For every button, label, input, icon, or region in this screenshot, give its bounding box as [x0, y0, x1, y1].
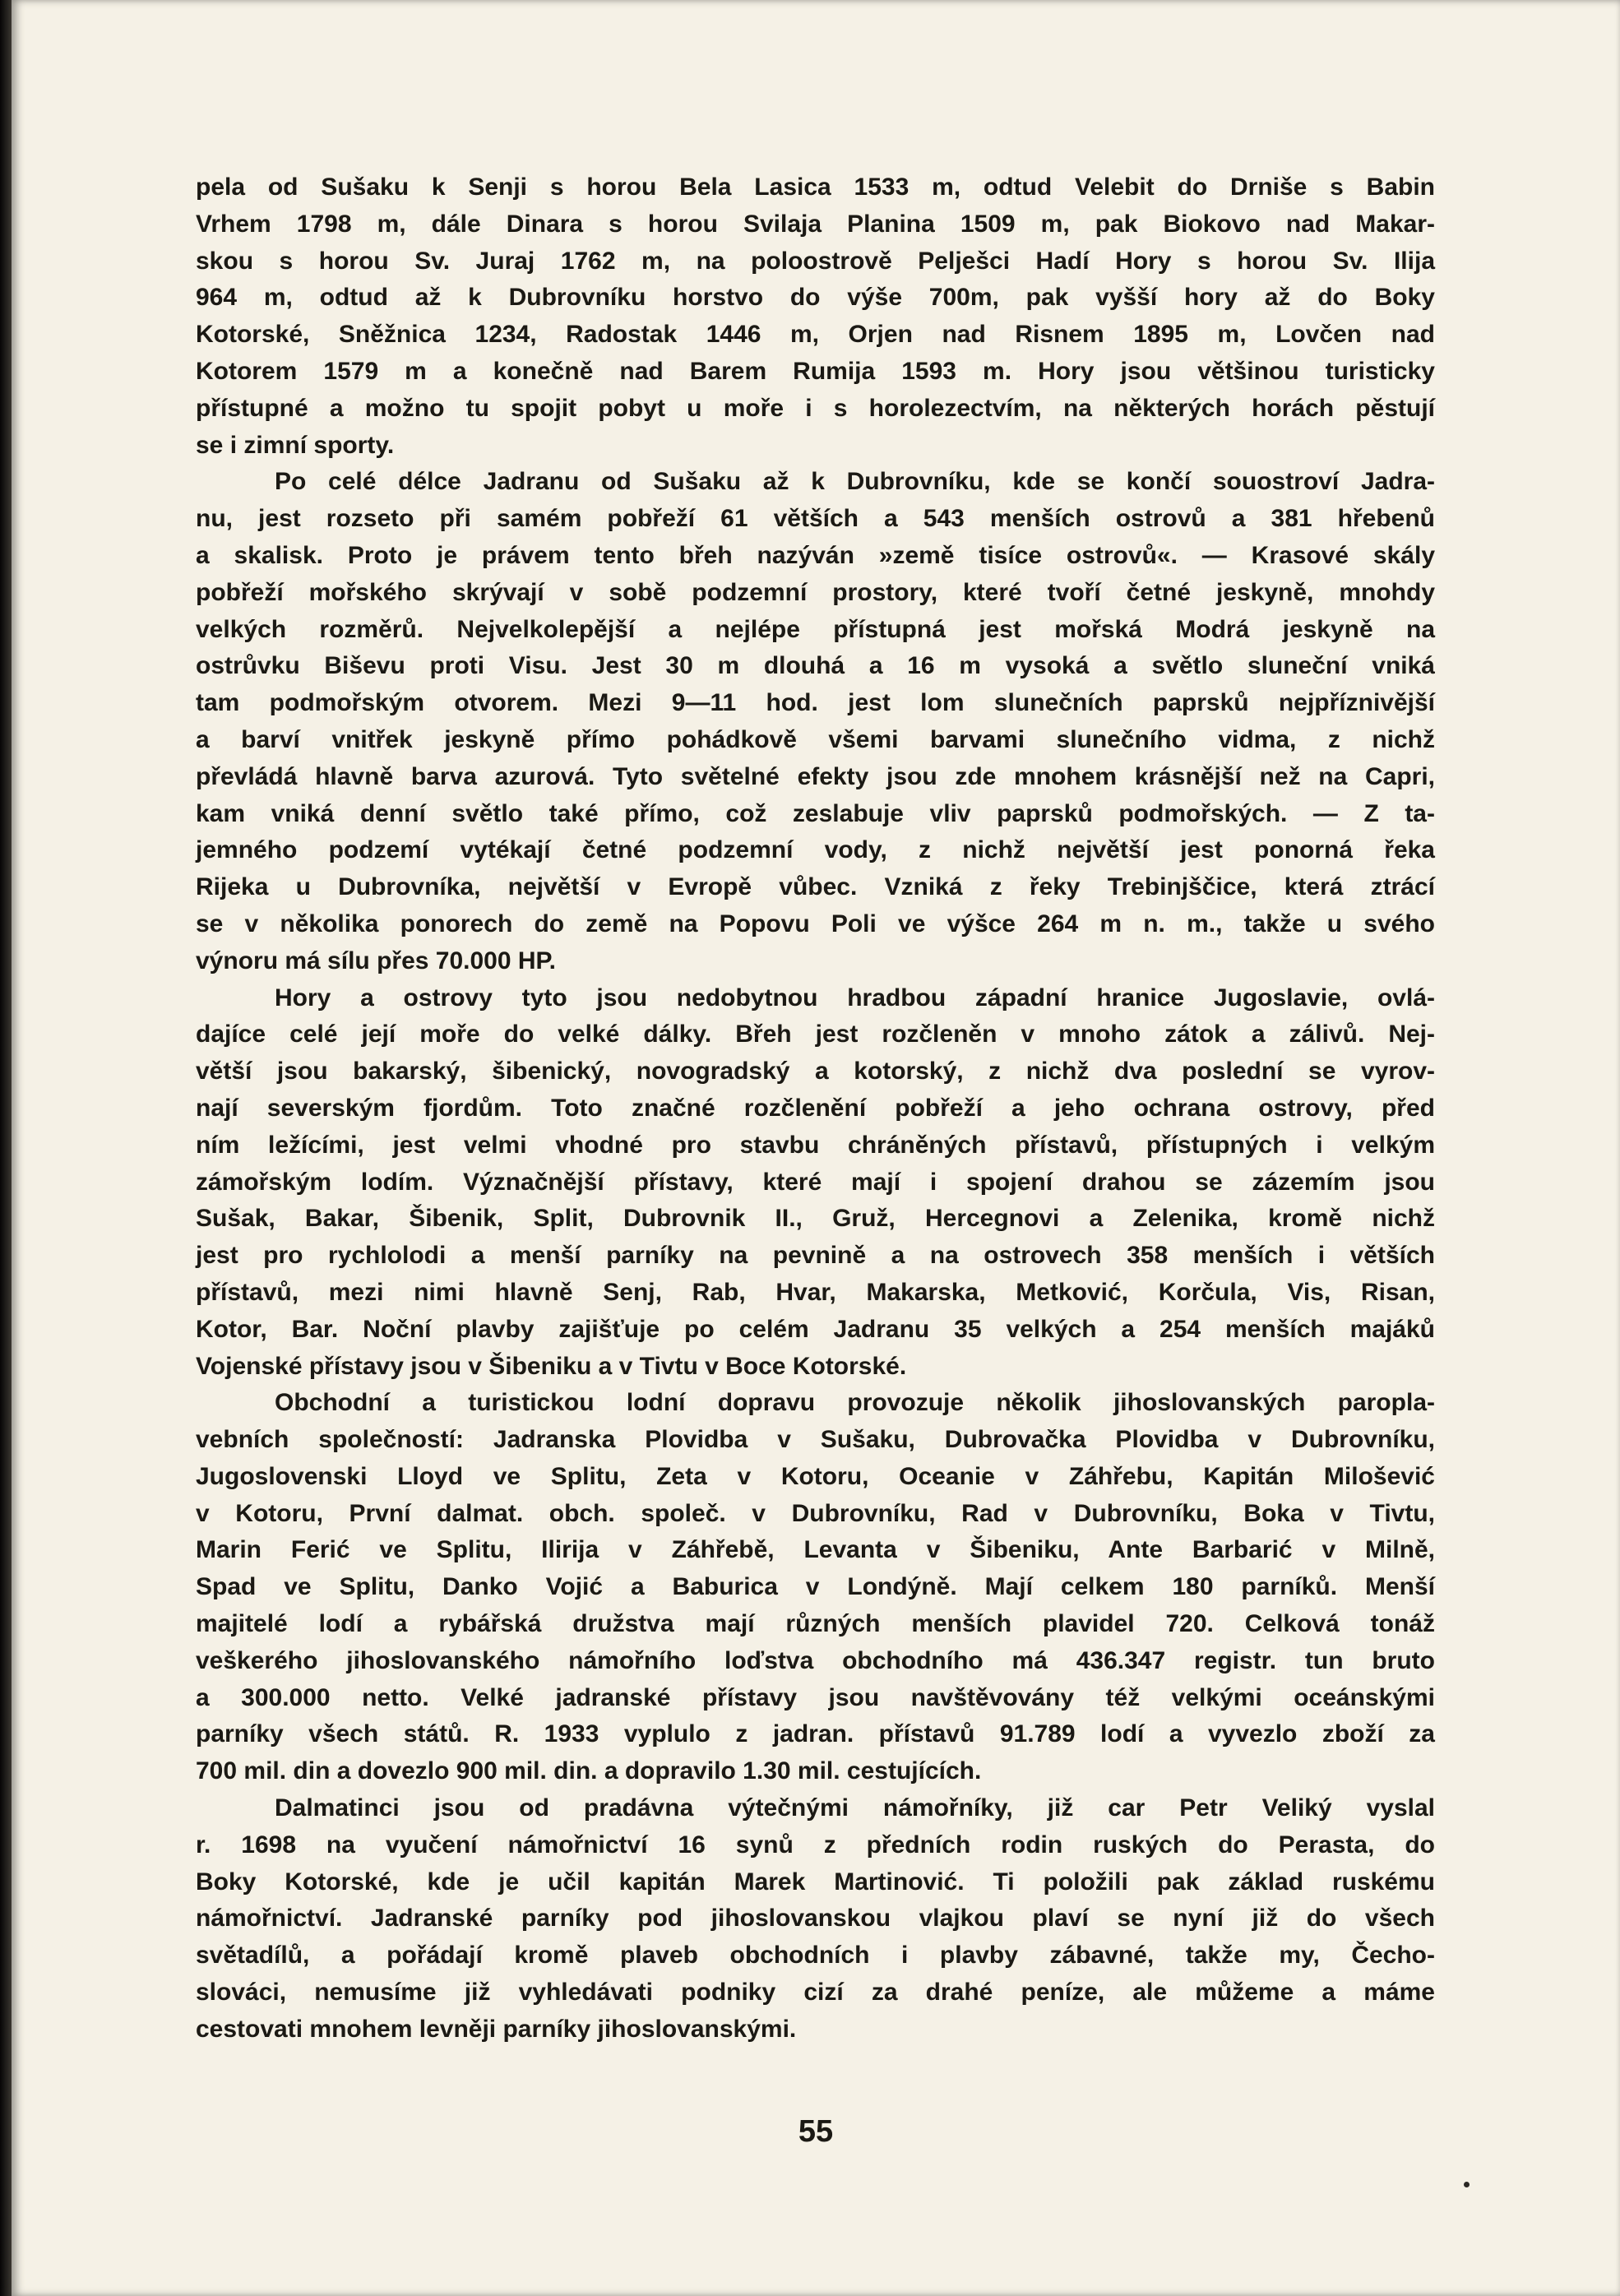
ink-speck — [1464, 2182, 1470, 2187]
text-line: pela od Sušaku k Senji s horou Bela Lasica 1533 m, odtud Velebit do Drniše s Babin — [196, 174, 1435, 201]
paragraph-harbours — [196, 980, 1435, 1386]
text-line: nají severským fjordům. Toto značné rozčlenění pobřeží a jeho ochrana ostrovy, před — [196, 1094, 1435, 1122]
text-line: Kotorské, Sněžnica 1234, Radostak 1446 m, Orjen nad Risnem 1895 m, Lovčen nad — [196, 321, 1435, 349]
text-line: se v několika ponorech do země na Popovu Poli ve výšce 264 m n. m., takže u svého — [196, 910, 1435, 937]
text-line: pobřeží mořského skrývají v sobě podzemní prostory, které tvoří četné jeskyně, mnohdy — [196, 578, 1435, 606]
text-line: námořnictví. Jadranské parníky pod jihoslovanskou vlajkou plaví se nyní již do všech — [196, 1905, 1435, 1933]
text-line: Rijeka u Dubrovníka, největší v Evropě vůbec. Vzniká z řeky Trebinjščice, která ztrácí — [196, 873, 1435, 901]
text-line: cestovati mnohem levněji parníky jihoslovanskými. — [196, 2015, 797, 2043]
text-line: Kotor, Bar. Noční plavby zajišťuje po celém Jadranu 35 velkých a 254 menších majáků — [196, 1315, 1435, 1343]
book-spine-shadow — [0, 0, 12, 2296]
text-line: 700 mil. din a dovezlo 900 mil. din. a dopravilo 1.30 mil. cestujících. — [196, 1757, 982, 1785]
text-line: zámořským lodím. Význačnější přístavy, které mají i spojení drahou se zázemím jsou — [196, 1168, 1435, 1196]
text-line: a skalisk. Proto je právem tento břeh nazýván »země tisíce ostrovů«. — Krasové skály — [196, 541, 1435, 569]
text-line: ostrůvku Biševu proti Visu. Jest 30 m dlouhá a 16 m vysoká a světlo sluneční vniká — [196, 652, 1435, 680]
text-line: Jugoslovenski Lloyd ve Splitu, Zeta v Kotoru, Oceanie v Záhřebu, Kapitán Milošević — [196, 1462, 1435, 1490]
text-line: Sušak, Bakar, Šibenik, Split, Dubrovnik II., Gruž, Hercegnovi a Zelenika, kromě nichž — [196, 1205, 1435, 1233]
text-line: jest pro rychlolodi a menší parníky na pevnině a na ostrovech 358 menších i větších — [196, 1242, 1435, 1270]
body-text — [196, 169, 1435, 2048]
text-line: Vrhem 1798 m, dále Dinara s horou Svilaja Planina 1509 m, pak Biokovo nad Makar- — [196, 210, 1435, 238]
text-line: majitelé lodí a rybářská družstva mají různých menších plavidel 720. Celková tonáž — [196, 1610, 1435, 1638]
text-line: výnoru má sílu přes 70.000 HP. — [196, 947, 557, 974]
paragraph-shipping — [196, 1385, 1435, 1790]
paragraph-seafarers — [196, 1790, 1435, 2048]
text-line: světadílů, a pořádají kromě plaveb obchodních i plavby zábavné, takže my, Čecho- — [196, 1942, 1435, 1970]
text-line: slováci, nemusíme již vyhledávati podniky cizí za drahé peníze, ale můžeme a máme — [196, 1979, 1435, 2007]
text-line: Kotorem 1579 m a konečně nad Barem Rumija 1593 m. Hory jsou většinou turisticky — [196, 357, 1435, 385]
text-line: ním ležícími, jest velmi vhodné pro stavbu chráněných přístavů, přístupných i velkým — [196, 1131, 1435, 1159]
text-line: Obchodní a turistickou lodní dopravu provozuje několik jihoslovanských paropla- — [275, 1389, 1435, 1417]
text-line: přístavů, mezi nimi hlavně Senj, Rab, Hvar, Makarska, Metković, Korčula, Vis, Risan, — [196, 1278, 1435, 1306]
text-line: se i zimní sporty. — [196, 431, 395, 459]
text-line: velkých rozměrů. Nejvelkolepější a nejlépe přístupná jest mořská Modrá jeskyně na — [196, 615, 1435, 643]
text-line: tam podmořským otvorem. Mezi 9—11 hod. jest lom slunečních paprsků nejpříznivější — [196, 689, 1435, 717]
text-line: dajíce celé její moře do velké dálky. Břeh jest rozčleněn v mnoho zátok a zálivů. Nej- — [196, 1021, 1435, 1048]
text-line: nu, jest rozseto při samém pobřeží 61 větších a 543 menších ostrovů a 381 hřebenů — [196, 505, 1435, 533]
text-line: Dalmatinci jsou od pradávna výtečnými námořníky, již car Petr Veliký vyslal — [275, 1794, 1435, 1822]
text-line: a 300.000 netto. Velké jadranské přístavy jsou navštěvovány též velkými oceánskými — [196, 1683, 1435, 1711]
text-line: a barví vnitřek jeskyně přímo pohádkově všemi barvami slunečního vidma, z nichž — [196, 725, 1435, 753]
text-line: Boky Kotorské, kde je učil kapitán Marek Martinović. Ti položili pak základ ruskému — [196, 1868, 1435, 1896]
text-line: Marin Ferić ve Splitu, Ilirija v Záhřebě, Levanta v Šibeniku, Ante Barbarić v Milně, — [196, 1536, 1435, 1564]
book-page — [12, 0, 1620, 2296]
text-line: Vojenské přístavy jsou v Šibeniku a v Tivtu v Boce Kotorské. — [196, 1352, 907, 1380]
text-line: vebních společností: Jadranska Plovidba v Sušaku, Dubrovačka Plovidba v Dubrovníku, — [196, 1426, 1435, 1454]
text-line: veškerého jihoslovanského námořního loďstva obchodního má 436.347 registr. tun bruto — [196, 1646, 1435, 1674]
text-line: jemného podzemí vytékají četné podzemní vody, z nichž největší jest ponorná řeka — [196, 836, 1435, 864]
text-line: r. 1698 na vyučení námořnictví 16 synů z předních rodin ruských do Perasta, do — [196, 1831, 1435, 1859]
text-line: skou s horou Sv. Juraj 1762 m, na poloostrově Pelješci Hadí Hory s horou Sv. Ilija — [196, 247, 1435, 275]
text-line: Spad ve Splitu, Danko Vojić a Baburica v Londýně. Mají celkem 180 parníků. Menší — [196, 1573, 1435, 1601]
text-line: Po celé délce Jadranu od Sušaku až k Dubrovníku, kde se končí souostroví Jadra- — [275, 468, 1435, 496]
paragraph-mountains — [196, 169, 1435, 464]
text-line: kam vniká denní světlo také přímo, což zeslabuje vliv paprsků podmořských. — Z ta- — [196, 799, 1435, 827]
text-line: přístupné a možno tu spojit pobyt u moře i s horolezectvím, na některých horách pěstují — [196, 394, 1435, 422]
text-line: parníky všech států. R. 1933 vyplulo z jadran. přístavů 91.789 lodí a vyvezlo zboží za — [196, 1720, 1435, 1748]
text-line: Hory a ostrovy tyto jsou nedobytnou hradbou západní hranice Jugoslavie, ovlá- — [275, 984, 1435, 1011]
text-line: 964 m, odtud až k Dubrovníku horstvo do výše 700m, pak vyšší hory až do Boky — [196, 284, 1435, 312]
page-number: 55 — [798, 2114, 834, 2149]
text-line: převládá hlavně barva azurová. Tyto světelné efekty jsou zde mnohem krásnější než na Capri, — [196, 762, 1435, 790]
text-line: větší jsou bakarský, šibenický, novogradský a kotorský, z nichž dva poslední se vyrov- — [196, 1058, 1435, 1086]
paragraph-islands-caves — [196, 464, 1435, 979]
text-line: v Kotoru, První dalmat. obch. společ. v Dubrovníku, Rad v Dubrovníku, Boka v Tivtu, — [196, 1499, 1435, 1527]
